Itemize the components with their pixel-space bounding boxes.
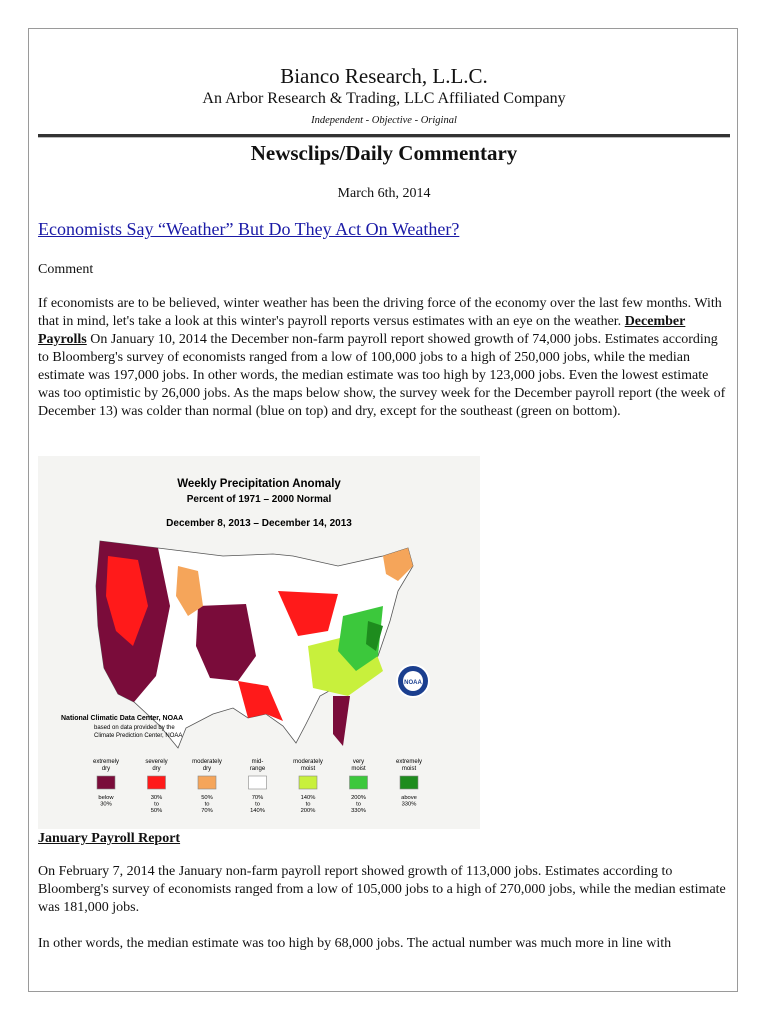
source-line-2: based on data provided by the — [94, 725, 175, 731]
legend-label-line1: severely — [145, 759, 168, 765]
legend-range-text: to — [356, 801, 361, 808]
paragraph-median-estimate: In other words, the median estimate was too high by 68,000 jobs. The actual number was much more in line with — [38, 936, 672, 951]
source-line-3: Climate Prediction Center, NOAA — [94, 733, 183, 739]
map-period: December 8, 2013 – December 14, 2013 — [166, 518, 352, 529]
map-subtitle: Percent of 1971 – 2000 Normal — [186, 494, 332, 505]
legend-label-line1: very — [352, 759, 365, 765]
legend-range-text: to — [305, 801, 311, 808]
legend-label-line1: moderately — [192, 759, 222, 765]
legend-range-text: to — [255, 801, 260, 808]
legend-swatch — [249, 776, 267, 789]
legend-range-text: 140% — [250, 808, 265, 814]
legend-range-text: 200% — [300, 808, 316, 814]
legend-swatch — [148, 776, 166, 789]
affiliation-line: An Arbor Research & Trading, LLC Affiliated Company — [202, 90, 566, 107]
noaa-logo — [397, 665, 429, 697]
legend-range-text: to — [154, 801, 159, 808]
document-page — [28, 28, 738, 992]
legend-label-line2: range — [249, 766, 266, 772]
legend-label-line1: mid- — [251, 759, 264, 765]
section-title: Newsclips/Daily Commentary — [250, 141, 518, 165]
legend-swatch — [299, 776, 317, 789]
publication-date: March 6th, 2014 — [337, 186, 431, 201]
noaa-logo-text: NOAA — [404, 680, 422, 686]
legend-range-text: 50% — [150, 808, 163, 814]
december-payrolls-heading: December Payrolls — [38, 314, 686, 347]
legend-range-text: 50% — [201, 795, 213, 801]
legend-range-text: 30% — [150, 795, 163, 801]
precipitation-map — [38, 456, 480, 829]
legend-range-text: 70% — [251, 795, 264, 801]
paragraph-body: On January 10, 2014 the December non-farm payroll report showed growth of 74,000 jobs. Estimates according to Bloomberg's survey of economists ranged from a low of 100,000 jobs to a high of 250,000 jobs, while the median estimate was 197,000 jobs. In other words, the median estimate was too high by 123,000 jobs. Even the lowest estimate was too optimistic by 26,000 jobs. As the maps below show, the survey week for the December payroll report (the week of December 13) was colder than normal (blue on top) and dry, except for the southeast (green on bottom). — [38, 332, 726, 419]
map-title: Weekly Precipitation Anomaly — [177, 478, 341, 490]
source-line-1: National Climatic Data Center, NOAA — [61, 715, 184, 722]
paragraph-january-payrolls: On February 7, 2014 the January non-farm payroll report showed growth of 113,000 jobs. Estimates according to Bloomberg's survey of economists ranged from a low of 105,000 jobs to a high of 270,000 jobs, while the median estimate was 181,000 jobs. — [38, 864, 726, 915]
legend-label-line1: extremely — [92, 759, 120, 765]
legend-label-line2: dry — [152, 766, 161, 772]
january-payroll-heading: January Payroll Report — [38, 831, 181, 846]
precipitation-map-figure — [38, 456, 480, 829]
legend-label-line1: moderately — [293, 759, 323, 765]
florida-extremely-dry — [333, 696, 350, 746]
firm-name: Bianco Research, L.L.C. — [280, 64, 488, 88]
header-divider — [38, 134, 730, 138]
legend-label-line2: moist — [300, 766, 316, 772]
article-headline-link[interactable]: Economists Say “Weather” But Do They Act On Weather? — [38, 219, 460, 239]
legend-range-text: 330% — [351, 808, 366, 814]
legend-label-line2: dry — [101, 766, 111, 772]
legend-range-text: to — [204, 801, 210, 808]
legend-range-text: below — [98, 795, 114, 801]
comment-label: Comment — [38, 262, 94, 277]
legend-label-line2: dry — [202, 766, 212, 772]
legend-range-text: above — [401, 795, 417, 801]
legend-label-line1: extremely — [395, 759, 423, 765]
paragraph-intro: If economists are to be believed, winter weather has been the driving force of the economy over the last few months. With that in mind, let's take a look at this winter's payroll reports versus estimates with an eye on the weather. — [38, 296, 722, 329]
legend-label-line2: moist — [351, 766, 366, 772]
legend-range-text: 140% — [300, 795, 316, 801]
legend-range-text: 330% — [401, 801, 417, 808]
legend-swatch — [400, 776, 418, 789]
tagline: Independent - Objective - Original — [311, 115, 457, 126]
legend-range-text: 200% — [351, 795, 366, 801]
legend-swatch — [97, 776, 115, 789]
map-legend — [93, 759, 422, 814]
legend-swatch — [198, 776, 216, 789]
legend-range-text: 30% — [100, 801, 112, 808]
paragraph-december-payrolls — [38, 295, 728, 421]
legend-swatch — [350, 776, 368, 789]
legend-label-line2: moist — [401, 766, 417, 772]
legend-range-text: 70% — [201, 808, 213, 814]
